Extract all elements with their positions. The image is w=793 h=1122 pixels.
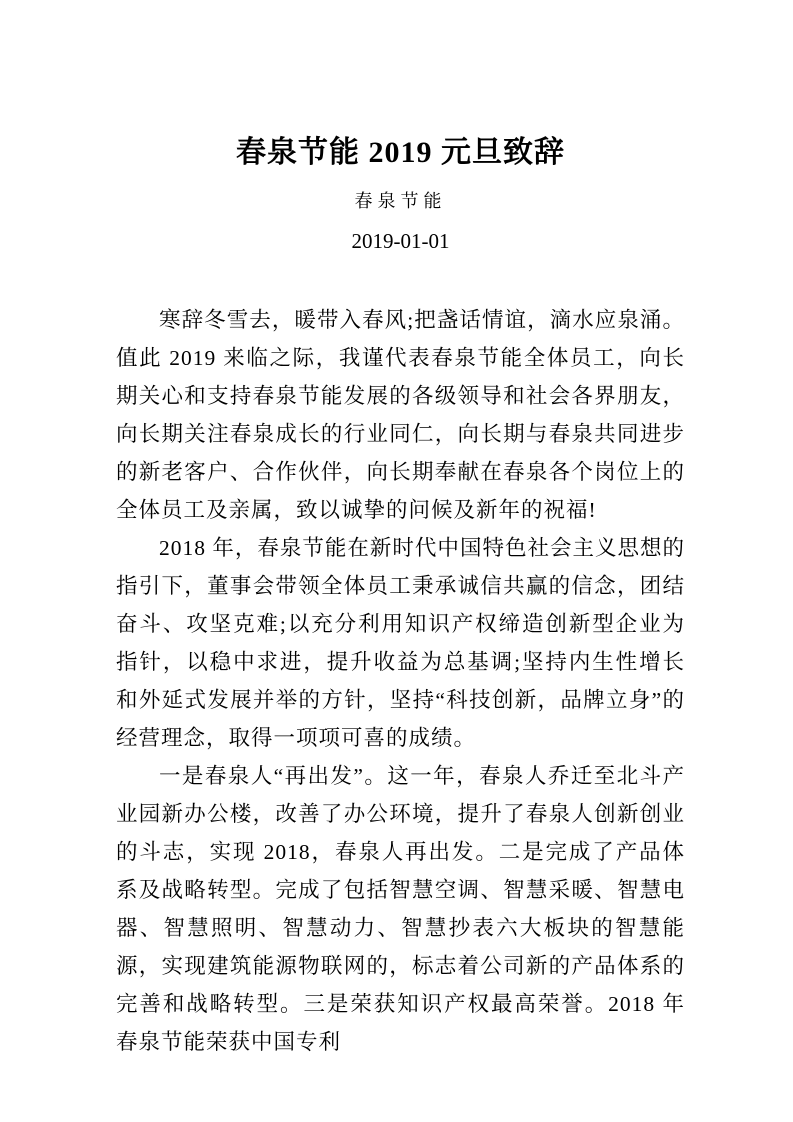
paragraph-greeting: 寒辞冬雪去，暖带入春风;把盏话情谊，滴水应泉涌。值此 2019 来临之际，我谨代表春泉节能全体员工，向长期关心和支持春泉节能发展的各级领导和社会各界朋友，向长期关注春泉成长的行业同仁，向长期与春泉共同进步的新老客户、合作伙伴，向长期奉献在春泉各个岗位上的全体员工及亲属，致以诚挚的问候及新年的祝福!: [116, 308, 685, 522]
document-author: 春泉节能: [354, 191, 447, 211]
document-date: 2019-01-01: [351, 229, 450, 253]
paragraph-achievements: 一是春泉人“再出发”。这一年，春泉人乔迁至北斗产业园新办公楼，改善了办公环境，提升了春泉人创新创业的斗志，实现 2018，春泉人再出发。二是完成了产品体系及战略转型。完成了包括智慧空调、智慧采暖、智慧电器、智慧照明、智慧动力、智慧抄表六大板块的智慧能源，实现建筑能源物联网的，标志着公司新的产品体系的完善和战略转型。三是荣获知识产权最高荣誉。2018 年春泉节能荣获中国专利: [116, 764, 685, 1054]
document-body: [116, 301, 685, 1061]
paragraph-year-review: 2018 年，春泉节能在新时代中国特色社会主义思想的指引下，董事会带领全体员工秉承诚信共赢的信念，团结奋斗、攻坚克难;以充分利用知识产权缔造创新型企业为指针，以稳中求进，提升收益为总基调;坚持内生性增长和外延式发展并举的方针，坚持“科技创新，品牌立身”的经营理念，取得一项项可喜的成绩。: [116, 536, 685, 750]
document-title: 春泉节能 2019 元旦致辞: [236, 136, 565, 169]
